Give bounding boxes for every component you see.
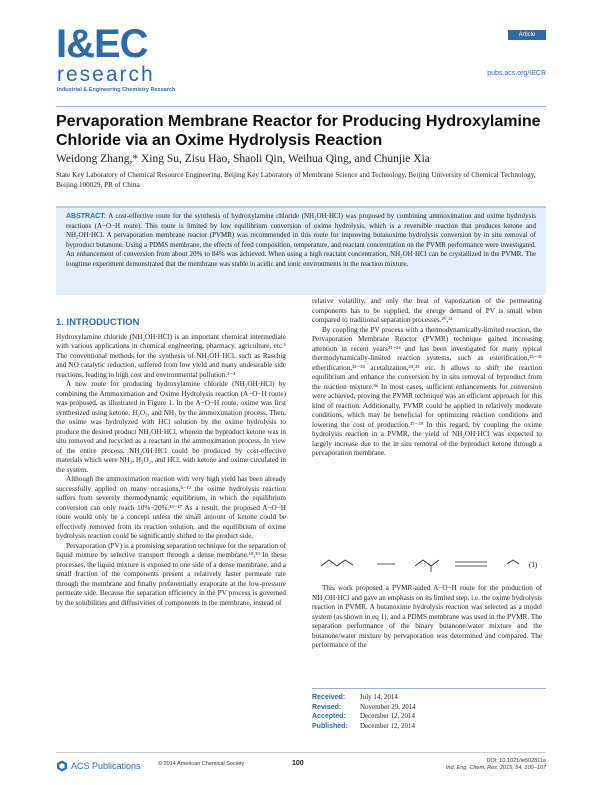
date-label: Received: (312, 694, 346, 701)
abstract-label: ABSTRACT: (66, 213, 107, 220)
publication-dates (312, 688, 546, 731)
date-value: November 29, 2014 (360, 702, 416, 711)
page-number: 100 (292, 760, 304, 767)
footer-divider (56, 752, 546, 753)
journal-logo-research: research (57, 63, 155, 86)
author-list: Weidong Zhang,* Xing Su, Zisu Hao, Shaoli Qin, Weihua Qing, and Chunjie Xia (56, 153, 430, 165)
journal-logo: I&EC (56, 22, 148, 66)
journal-logo-subtitle: Industrial & Engineering Chemistry Research (57, 87, 176, 93)
article-type-badge: Article (508, 30, 546, 40)
paragraph: A new route for producing hydroxylamine chloride (NH₂OH·HCl) by combining the Ammoximation and Oxime Hydrolysis reaction (A−O−H route) was proposed, as illustrated in Figure 1. In the A−O−H route, oxime was first synthesized using ketone, H₂O₂, and NH₃ by the ammoximation process. Then, the oxime was hydrolyzed with HCl solution by the oxime hydrolysis to produce the desired product NH₂OH·HCl, wherein the byproduct ketone was in situ removed and recycled as a reactant in the ammoximation process. In view of the entire process, NH₂OH·HCl could be produced by cost-effective materials which were NH₃, H₂O₂, and HCl, with ketone and oxime circulated in the system. (56, 380, 286, 474)
acs-hex-icon (56, 760, 68, 772)
doi-link[interactable]: DOI: 10.1021/ie502811e (486, 758, 546, 764)
equation-number: (1) (529, 561, 538, 569)
section-heading-introduction: 1. INTRODUCTION (56, 317, 140, 328)
journal-header (56, 22, 546, 104)
date-value: December 12, 2014 (360, 721, 416, 730)
bond-line (345, 560, 353, 565)
publisher-name: ACS Publications (71, 761, 141, 771)
doi-citation (446, 758, 546, 772)
date-value: July 14, 2014 (360, 693, 398, 701)
date-row-revised (312, 703, 546, 713)
reaction-equation-graphic (315, 548, 547, 578)
date-value: December 12, 2014 (360, 712, 416, 720)
acs-publications-logo[interactable] (56, 760, 141, 772)
copyright-notice: © 2014 American Chemical Society (158, 761, 245, 767)
left-column (56, 318, 286, 608)
paragraph: Hydroxylamine chloride (NH₂OH·HCl) is an important chemical intermediate with various applications in chemical engineering, pharmacy, agriculture, etc.¹ The conventional methods for the synthesis of NH₂OH·HCl, such as Raschig and NO catalytic reduction, suffered from low yield and many undesirable side reactions, leading to high cost and environmental pollution.²⁻⁴ (56, 332, 286, 379)
date-row-published (312, 722, 546, 732)
journal-citation: Ind. Eng. Chem. Res. 2015, 54, 100−107 (445, 765, 546, 771)
date-label: Published: (312, 722, 348, 730)
paragraph: By coupling the PV process with a thermodynamically-limited reaction, the Pervaporation Membrane Reactor (PVMR) technique gained increasing attention in recent years²²⁻²⁴ and has been investigated for many typical thermodynamically-limited reaction systems, such as esterification,²⁵⁻³¹ etherification,³²⁻³⁴ acetalization,²⁴,³⁵ etc. It allows to shift the reaction equilibrium and enhance the conversion by in situ removal of byproduct from the reaction mixture.³⁶ In most cases, sufficient enhancements for conversion were achieved, proving the PVMR technique was an efficient approach for this kind of reaction. Additionally, PVMR could be applied in relatively moderate conditions, which may be beneficial for optimizing reaction conditions and lowering the cost of production.³⁷⁻³⁹ In this regard, by coupling the oxime hydrolysis reaction in a PVMR, the yield of NH₂OH·HCl was expected to largely increase due to the in situ removal of the byproduct ketone through a pervaporation membrane. (312, 325, 542, 457)
right-column-continued (312, 584, 542, 651)
right-column (312, 297, 542, 459)
butanoxime-skeleton (321, 560, 345, 566)
paragraph: relative volatility, and only the heat of vaporization of the permeating components has to be supplied, the energy demand of PV is small when compared to traditional separation processes.²⁰,²¹ (312, 297, 542, 324)
affiliation: State Key Laboratory of Chemical Resource Engineering, Beijing Key Laboratory of Membrane Science and Technology, Beijing University of Chemical Technology, Beijing 100029, PR of China (56, 171, 536, 189)
date-row-accepted (312, 712, 546, 722)
date-label: Revised: (312, 703, 342, 711)
paragraph: Pervaporation (PV) is a promising separation technique for the separation of liquid mixture by selective transport through a dense membrane.¹⁸,¹⁹ In these processes, the liquid mixture is exposed to one side of a dense membrane, and a small fraction of the components present a relatively faster permeate rate through the membrane and finally preferentially evaporate at the low-pressure permeate side. Because the separation efficiency in the PV process is governed by the solubilities and diffusivities of components in the membrane, instead of (56, 541, 286, 607)
article-title: Pervaporation Membrane Reactor for Producing Hydroxylamine Chloride via an Oxime Hydrolysis Reaction (56, 113, 541, 149)
paragraph: Although the ammoximation reaction with very high yield has been already successfully applied on many occasions,⁵⁻¹² the oxime hydrolysis reaction suffers from severely thermodynamic equilibrium, in which the equilibrium conversion can only reach 10%−20%.¹³⁻¹⁷ As a result, the proposed A−O−H route would only be a concept unless the small amount of ketone could be effectively removed from its reaction solution, and the equilibrium of oxime hydrolysis reaction could be significantly shifted to the product side. (56, 475, 286, 540)
product-fragment (507, 560, 519, 564)
abstract-box (56, 206, 546, 295)
journal-url-link[interactable]: pubs.acs.org/IECR (487, 70, 546, 77)
butanone-skeleton (415, 560, 439, 566)
header-divider (56, 106, 546, 107)
paragraph: This work proposed a PVMR-aided A−O−H route for the production of NH₂OH·HCl and gave an emphasis on its limited step, i.e. the oxime hydrolysis reaction in PVMR. A butanoxime hydrolysis reaction was selected as a model system (as shown in eq 1), and a PDMS membrane was used in the PVMR. The separation performance of the binary butanone/water mixture and the butanone/water mixture by pervaporation was determined and compared. The performance of the (312, 584, 542, 649)
date-row-received (312, 693, 546, 703)
abstract-text: A cost-effective route for the synthesis of hydroxylamine chloride (NH₂OH·HCl) was proposed by combining ammoximation and oxime hydrolysis reactions (A−O−H route). This route is limited by low equilibrium conversion of oxime hydrolysis, which is a reversible reaction that produces ketone and NH₂OH·HCl. A pervaporation membrane reactor (PVMR) was recommended in this route for improving butanoxime hydrolysis conversion by in situ removal of byproduct butanone. Using a PDMS membrane, the effects of feed composition, temperature, and reactant concentration on the PVMR performance were investigated. An enhancement of conversion from about 20% to 84% was achieved. When using a high reactant concentration, NH₂OH·HCl can be crystallized in the PVMR. The longtime experiment demonstrated that the membrane was stable in acidic and ionic environments in the reaction mixture. (66, 212, 536, 268)
date-label: Accepted: (312, 713, 346, 720)
